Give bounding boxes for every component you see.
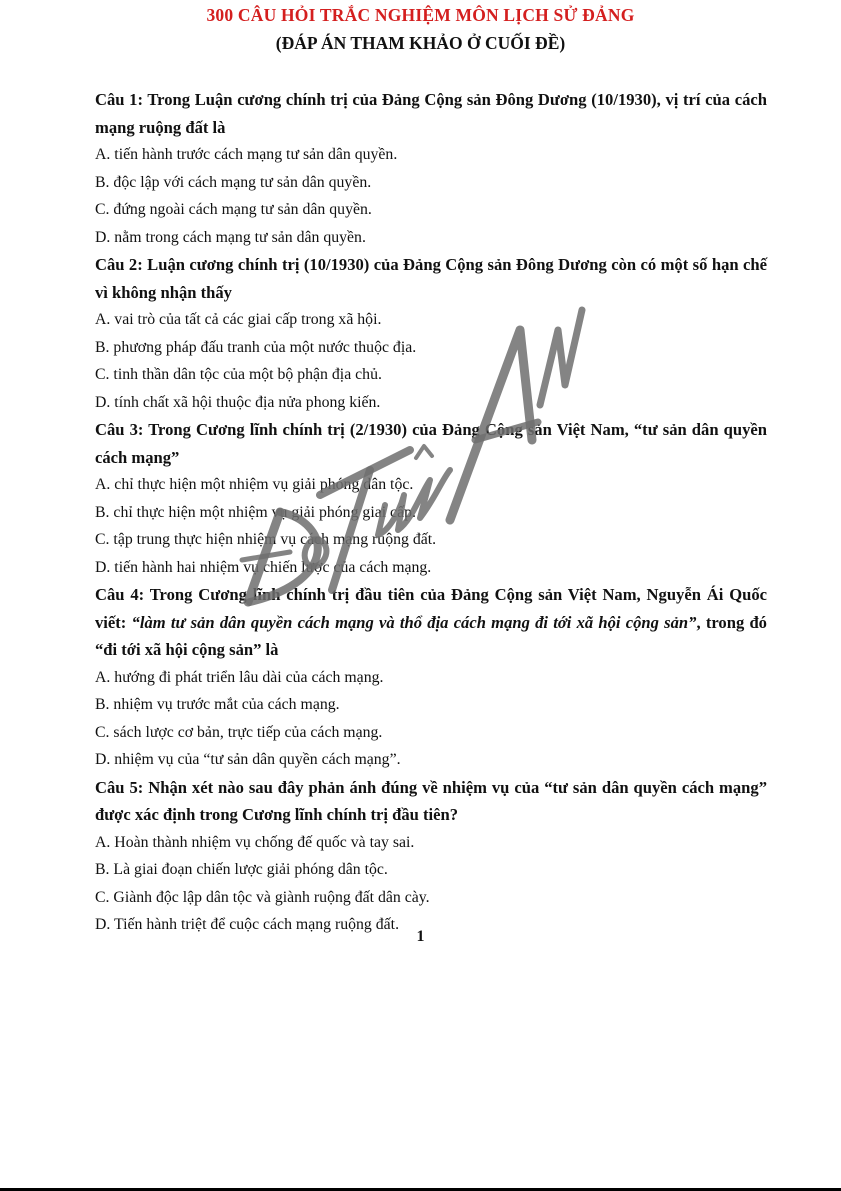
option-b: B. nhiệm vụ trước mắt của cách mạng.	[95, 696, 340, 713]
option-b: B. Là giai đoạn chiến lược giải phóng dân tộc.	[95, 861, 388, 878]
option-d: D. tính chất xã hội thuộc địa nửa phong kiến.	[95, 393, 381, 411]
question-3	[95, 416, 767, 581]
question-4	[95, 581, 767, 774]
option-b: B. chỉ thực hiện một nhiệm vụ giải phóng giai cấp.	[95, 503, 416, 521]
option-c: C. sách lược cơ bản, trực tiếp của cách mạng.	[95, 723, 383, 741]
question-list	[95, 86, 767, 939]
option-a: A. vai trò của tất cả các giai cấp trong xã hội.	[95, 311, 382, 328]
option-d: D. nhiệm vụ của “tư sản dân quyền cách mạng”.	[95, 751, 401, 768]
question-1	[95, 86, 767, 251]
option-a: A. chỉ thực hiện một nhiệm vụ giải phóng dân tộc.	[95, 476, 414, 493]
option-c: C. đứng ngoài cách mạng tư sản dân quyền.	[95, 201, 372, 218]
question-stem: Câu 1: Trong Luận cương chính trị của Đảng Cộng sản Đông Dương (10/1930), vị trí của cách mạng ruộng đất là	[95, 90, 767, 137]
question-5	[95, 774, 767, 939]
option-a: A. hướng đi phát triển lâu dài của cách mạng.	[95, 668, 384, 686]
option-d: D. tiến hành hai nhiệm vụ chiến lược của cách mạng.	[95, 558, 432, 576]
option-c: C. tinh thần dân tộc của một bộ phận địa chủ.	[95, 366, 382, 383]
document-subtitle: (ĐÁP ÁN THAM KHẢO Ở CUỐI ĐỀ)	[275, 33, 566, 53]
document-title: 300 CÂU HỎI TRẮC NGHIỆM MÔN LỊCH SỬ ĐẢNG	[206, 5, 635, 25]
question-stem: Câu 2: Luận cương chính trị (10/1930) của Đảng Cộng sản Đông Dương còn có một số hạn chế vì không nhận thấy	[95, 255, 767, 302]
option-c: C. tập trung thực hiện nhiệm vụ cách mạng ruộng đất.	[95, 531, 437, 548]
option-a: A. Hoàn thành nhiệm vụ chống đế quốc và tay sai.	[95, 833, 415, 851]
question-stem: Câu 5: Nhận xét nào sau đây phản ánh đúng về nhiệm vụ của “tư sản dân quyền cách mạng” được xác định trong Cương lĩnh chính trị đầu tiên?	[95, 777, 767, 824]
option-d: D. nằm trong cách mạng tư sản dân quyền.	[95, 228, 366, 246]
option-c: C. Giành độc lập dân tộc và giành ruộng đất dân cày.	[95, 888, 430, 906]
option-b: B. độc lập với cách mạng tư sản dân quyền.	[95, 173, 372, 191]
question-stem	[95, 581, 767, 664]
question-stem-ending: , trong đó “đi tới xã hội cộng sản” là	[95, 612, 767, 659]
page-number: 1	[416, 928, 425, 945]
question-stem: Câu 3: Trong Cương lĩnh chính trị (2/1930) của Đảng Cộng sản Việt Nam, “tư sản dân quyền cách mạng”	[95, 420, 767, 467]
option-d: D. Tiến hành triệt để cuộc cách mạng ruộng đất.	[95, 916, 400, 933]
question-2	[95, 251, 767, 416]
question-stem-intro: Câu 4: Trong Cương lĩnh chính trị đầu tiên của Đảng Cộng sản Việt Nam, Nguyễn Ái Quốc viết:	[95, 585, 767, 632]
option-a: A. tiến hành trước cách mạng tư sản dân quyền.	[95, 146, 398, 163]
option-b: B. phương pháp đấu tranh của một nước thuộc địa.	[95, 338, 417, 356]
question-stem-quote: “làm tư sản dân quyền cách mạng và thổ địa cách mạng đi tới xã hội cộng sản”	[131, 612, 697, 632]
